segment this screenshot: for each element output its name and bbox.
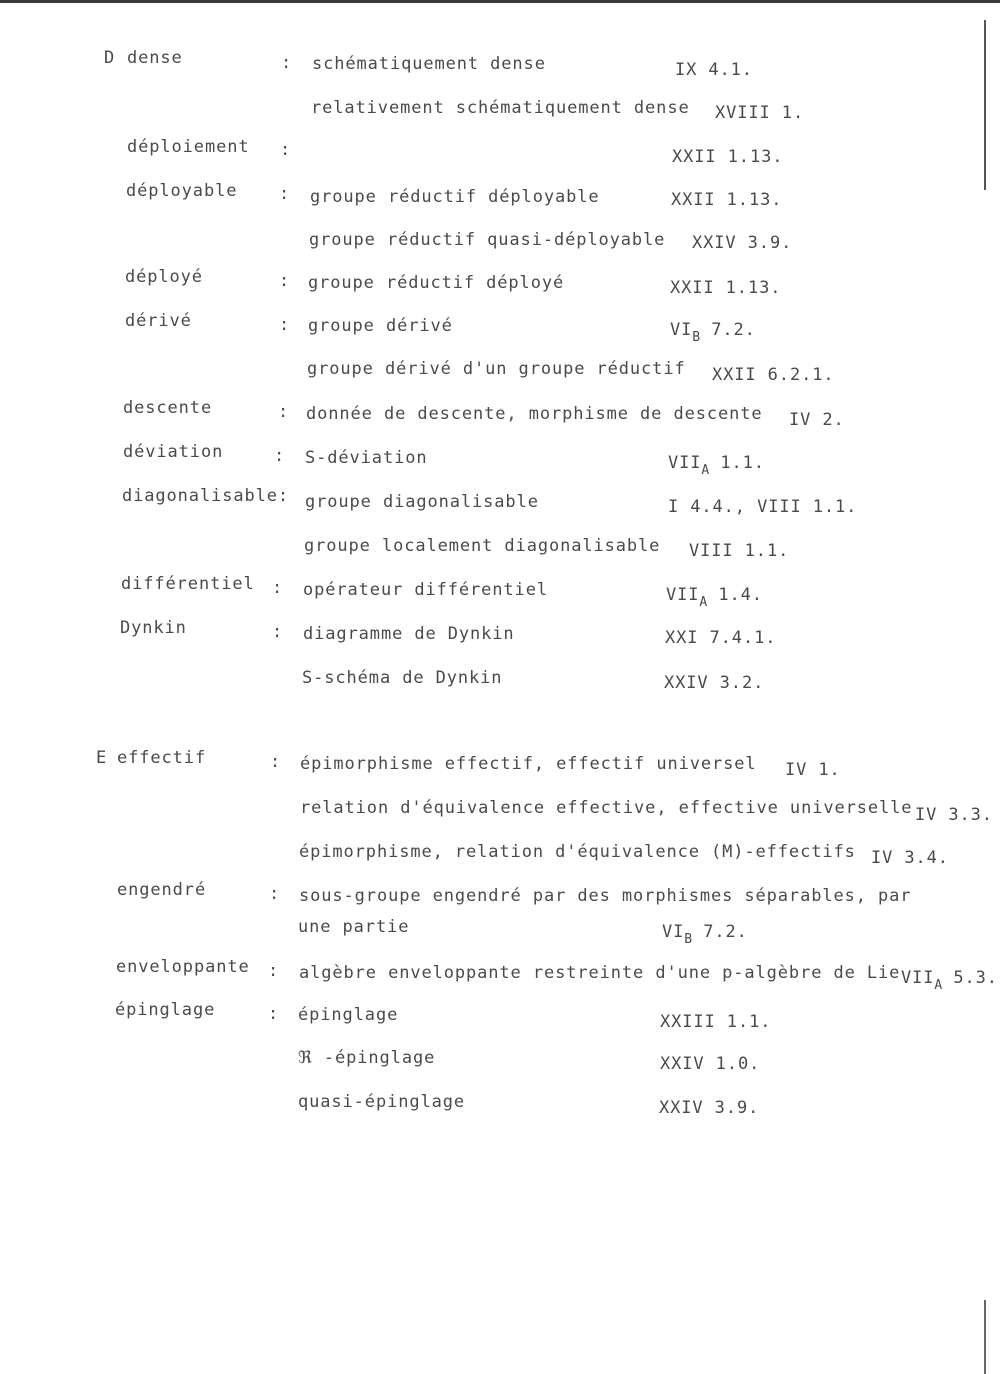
term-deploiement: déploiement <box>127 137 250 157</box>
def-ref: IX 4.1. <box>675 60 753 80</box>
def-text: diagramme de Dynkin <box>303 624 515 644</box>
def-text: relativement schématiquement dense <box>311 98 690 118</box>
def-text: algèbre enveloppante restreinte d'une p-algèbre de Lie <box>299 963 901 983</box>
term-engendre: engendré <box>117 880 207 900</box>
def-ref: $VII_A$ 1.4. <box>666 585 763 610</box>
def-ref: IV 2. <box>789 410 845 430</box>
def-text: groupe réductif quasi-déployable <box>309 230 666 250</box>
def-text: épinglage <box>298 1005 399 1025</box>
term-dense: dense <box>127 48 183 68</box>
def-ref: IV 3.3. <box>915 805 993 825</box>
term-deploye: déployé <box>125 267 203 287</box>
section-letter-e: E <box>96 748 108 768</box>
def-text: S-schéma de Dynkin <box>302 668 503 688</box>
def-ref: XVIII 1. <box>715 103 805 123</box>
term-deployable: déployable <box>126 181 238 201</box>
def-text: épimorphisme effectif, effectif universel <box>300 754 757 774</box>
colon: : <box>272 622 284 642</box>
def-ref: XXIV 3.9. <box>659 1098 760 1118</box>
def-text: sous-groupe engendré par des morphismes séparables, par <box>299 886 912 906</box>
colon: : <box>279 184 291 204</box>
def-text: opérateur différentiel <box>303 580 548 600</box>
term-descente: descente <box>123 398 213 418</box>
def-ref: $VI_B$ 7.2. <box>662 922 748 947</box>
colon: : <box>280 140 292 160</box>
colon: : <box>269 884 281 904</box>
def-ref: $VI_B$ 7.2. <box>670 320 756 345</box>
term-deviation: déviation <box>123 442 224 462</box>
def-ref: XXI 7.4.1. <box>665 628 777 648</box>
term-derive: dérivé <box>125 311 192 331</box>
def-ref: I 4.4., VIII 1.1. <box>668 497 858 517</box>
def-text: groupe dérivé d'un groupe réductif <box>307 359 686 379</box>
def-ref: XXII 1.13. <box>671 190 783 210</box>
def-text: quasi-épinglage <box>298 1092 466 1112</box>
term-diagonalisable: diagonalisable: <box>122 486 290 506</box>
def-ref: XXIII 1.1. <box>660 1012 772 1032</box>
colon: : <box>270 752 282 772</box>
term-enveloppante: enveloppante <box>116 957 250 977</box>
colon: : <box>274 446 286 466</box>
term-differentiel: différentiel <box>121 574 255 594</box>
colon: : <box>278 402 290 422</box>
colon: : <box>281 53 293 73</box>
def-text: épimorphisme, relation d'équivalence (M)-effectifs <box>299 842 856 862</box>
def-ref: IV 1. <box>785 760 841 780</box>
section-letter-d: D <box>104 48 116 68</box>
colon: : <box>268 961 280 981</box>
term-effectif: effectif <box>117 748 207 768</box>
def-text: groupe diagonalisable <box>305 492 539 512</box>
colon: : <box>272 578 284 598</box>
def-ref: $VII_A$ 1.1. <box>668 453 765 478</box>
term-epinglage: épinglage <box>115 1000 216 1020</box>
def-text: groupe réductif déployé <box>308 273 565 293</box>
def-ref: VIII 1.1. <box>689 541 790 561</box>
colon: : <box>268 1004 280 1024</box>
def-text: une partie <box>298 917 410 937</box>
def-text: donnée de descente, morphisme de descente <box>306 404 763 424</box>
def-text: groupe réductif déployable <box>310 187 600 207</box>
term-dynkin: Dynkin <box>120 618 187 638</box>
def-ref: XXIV 3.2. <box>664 673 765 693</box>
def-text: relation d'équivalence effective, effective universelle <box>300 798 913 818</box>
def-text: groupe dérivé <box>308 316 453 336</box>
def-ref: IV 3.4. <box>871 848 949 868</box>
def-ref: XXII 6.2.1. <box>712 365 835 385</box>
def-ref: XXIV 1.0. <box>660 1054 761 1074</box>
def-text: schématiquement dense <box>312 54 546 74</box>
colon: : <box>279 271 291 291</box>
def-ref: $VII_A$ 5.3. <box>901 968 998 993</box>
def-text: ℜ -épinglage <box>298 1048 436 1068</box>
def-text: groupe localement diagonalisable <box>304 536 661 556</box>
def-ref: XXIV 3.9. <box>692 233 793 253</box>
def-ref: XXII 1.13. <box>672 147 784 167</box>
def-text: S-déviation <box>305 448 428 468</box>
colon: : <box>279 315 291 335</box>
def-ref: XXII 1.13. <box>670 278 782 298</box>
